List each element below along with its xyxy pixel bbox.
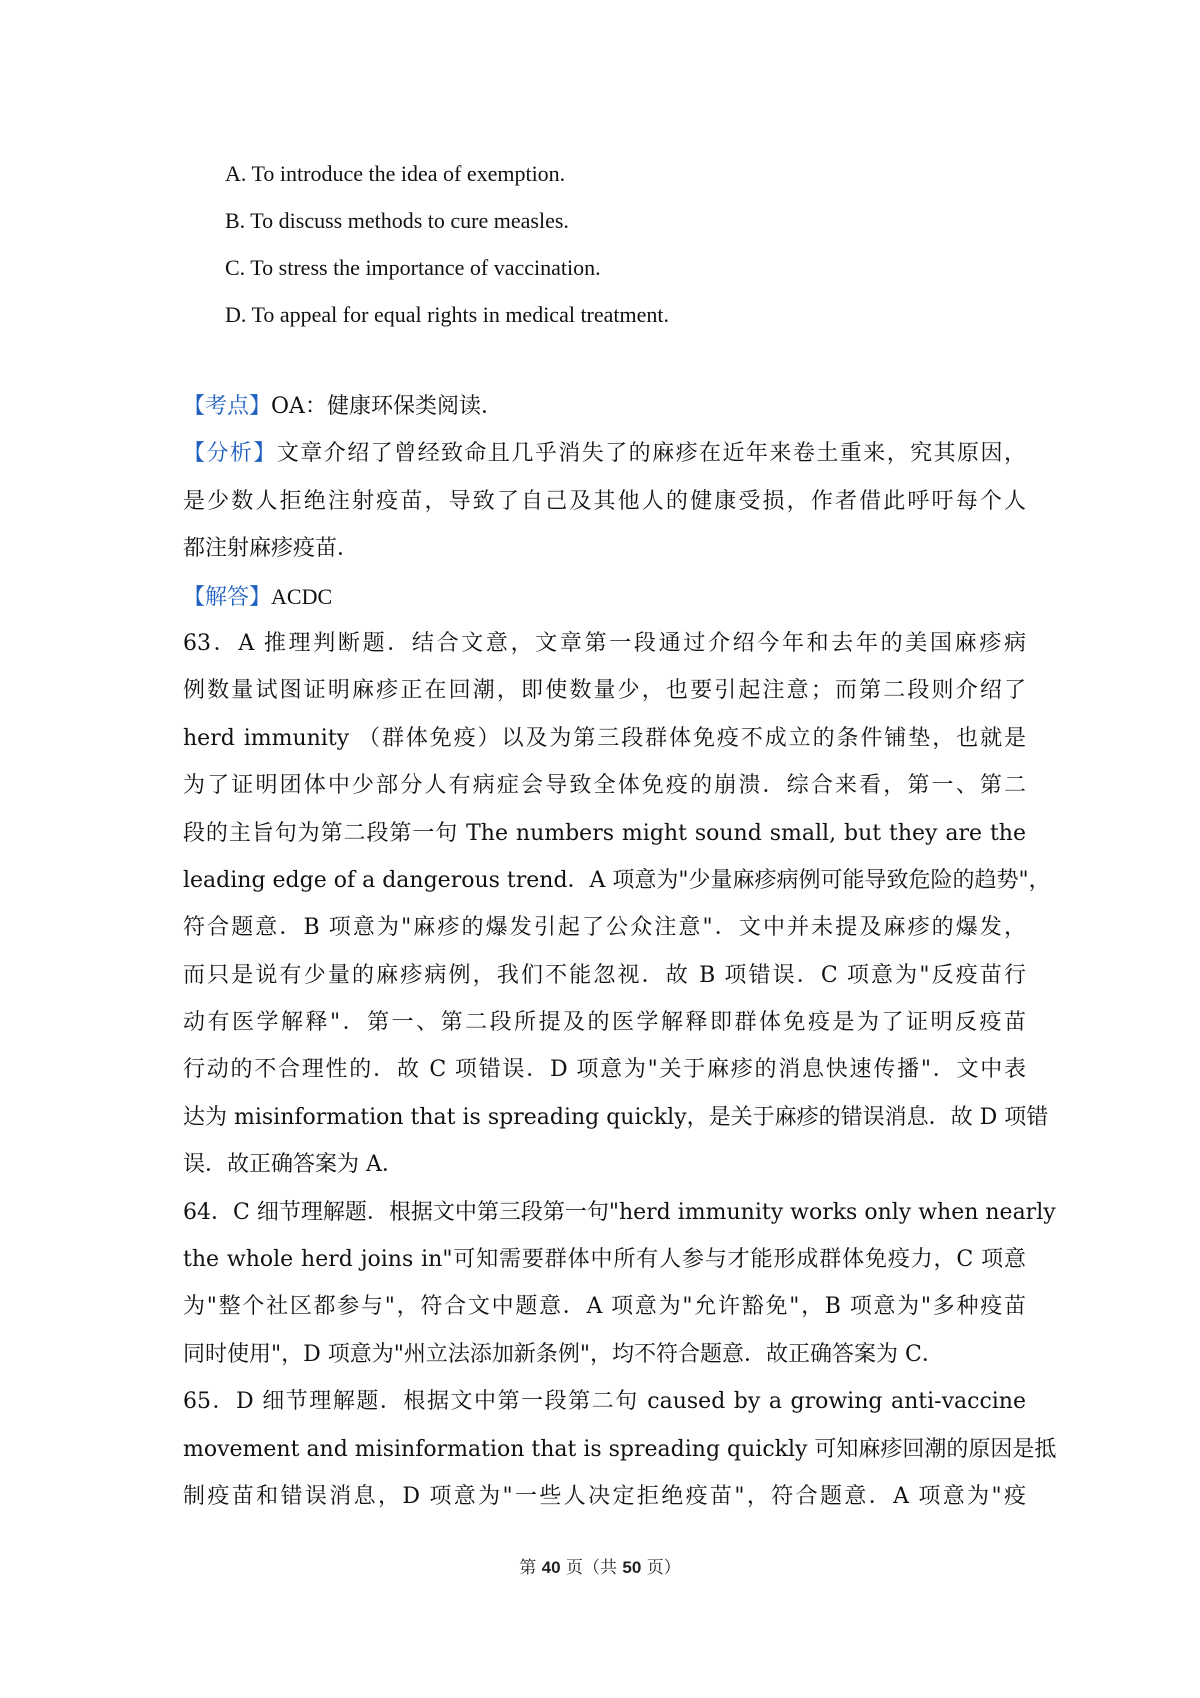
answer-line: 为"整个社区都参与"，符合文中题意．A 项意为"允许豁免"，B 项意为"多种疫苗: [183, 1294, 1026, 1320]
answer-options: [225, 150, 1025, 338]
kaodian-line: [183, 383, 1026, 430]
kaodian-tag: 【考点】: [183, 394, 272, 419]
answer-line: 63．A 推理判断题．结合文意，文章第一段通过介绍今年和去年的美国麻疹病: [183, 630, 1026, 656]
footer-suffix: 页）: [641, 1558, 681, 1578]
option-d: D. To appeal for equal rights in medical treatment.: [225, 302, 670, 327]
answer-line: leading edge of a dangerous trend．A 项意为"少量麻疹病例可能导致危险的趋势"，: [183, 867, 1051, 893]
answer-line: 为了证明团体中少部分人有病症会导致全体免疫的崩溃．综合来看，第一、第二: [183, 773, 1026, 799]
option-b: B. To discuss methods to cure measles.: [225, 208, 569, 233]
answer-line: 同时使用"，D 项意为"州立法添加新条例"，均不符合题意．故正确答案为 C．: [183, 1341, 944, 1367]
answer-line: herd immunity （群体免疫）以及为第三段群体免疫不成立的条件铺垫，也就是: [183, 725, 1026, 751]
answer-line: 段的主旨句为第二段第一句 The numbers might sound small, but they are the: [183, 820, 1026, 846]
answer-line: 64．C 细节理解题．根据文中第三段第一句"herd immunity works only when nearly: [183, 1199, 1056, 1225]
answer-line: 行动的不合理性的．故 C 项错误．D 项意为"关于麻疹的消息快速传播"．文中表: [183, 1057, 1026, 1083]
answer-line: movement and misinformation that is spreading quickly 可知麻疹回潮的原因是抵: [183, 1436, 1057, 1462]
page-footer: [0, 1553, 1200, 1578]
option-a: A. To introduce the idea of exemption.: [225, 161, 566, 186]
fenxi-line-3: 都注射麻疹疫苗．: [183, 536, 360, 562]
fenxi-text-1: 文章介绍了曾经致命且几乎消失了的麻疹在近年来卷土重来，究其原因，: [276, 441, 1026, 467]
answer-line: 65．D 细节理解题．根据文中第一段第二句 caused by a growing anti-vaccine: [183, 1389, 1026, 1415]
answer-line: 符合题意．B 项意为"麻疹的爆发引起了公众注意"．文中并未提及麻疹的爆发，: [183, 915, 1026, 941]
footer-middle: 页（共: [560, 1558, 623, 1578]
fenxi-line-1: [183, 430, 1026, 477]
option-c: C. To stress the importance of vaccination.: [225, 255, 601, 280]
jieda-tag: 【解答】: [183, 584, 272, 610]
page-number: 40: [541, 1558, 561, 1577]
kaodian-text: OA：健康环保类阅读．: [271, 394, 503, 419]
footer-prefix: 第: [519, 1558, 542, 1578]
answer-line: 例数量试图证明麻疹正在回潮，即使数量少，也要引起注意；而第二段则介绍了: [183, 678, 1026, 704]
jieda-text: ACDC: [271, 583, 333, 609]
answer-line: 制疫苗和错误消息，D 项意为"一些人决定拒绝疫苗"，符合题意．A 项意为"疫: [183, 1483, 1026, 1509]
answer-line: 而只是说有少量的麻疹病例，我们不能忽视．故 B 项错误．C 项意为"反疫苗行: [183, 962, 1026, 988]
answer-line: the whole herd joins in"可知需要群体中所有人参与才能形成群体免疫力，C 项意: [183, 1247, 1026, 1273]
explanation: [183, 383, 1057, 1520]
fenxi-tag: 【分析】: [183, 441, 277, 467]
jieda-line: [183, 573, 1026, 620]
answer-line: 动有医学解释"．第一、第二段所提及的医学解释即群体免疫是为了证明反疫苗: [183, 1010, 1026, 1036]
answer-line: 误．故正确答案为 A．: [183, 1152, 404, 1178]
total-pages: 50: [622, 1558, 642, 1577]
fenxi-line-2: 是少数人拒绝注射疫苗，导致了自己及其他人的健康受损，作者借此呼吁每个人: [183, 488, 1026, 514]
answer-line: 达为 misinformation that is spreading quickly，是关于麻疹的错误消息．故 D 项错: [183, 1104, 1049, 1130]
